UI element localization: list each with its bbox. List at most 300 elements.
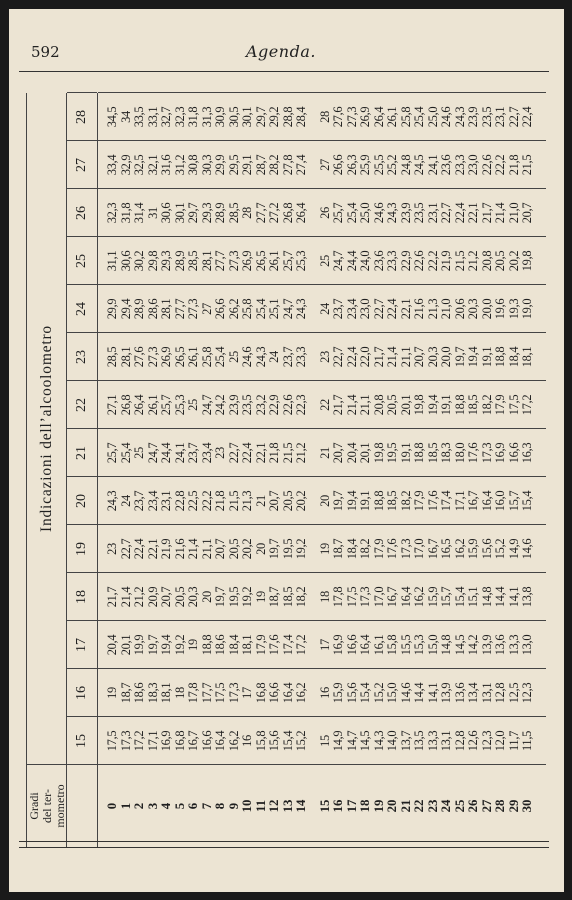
table-cell: 17,5	[506, 394, 521, 416]
table-cell: 17,3	[358, 586, 372, 608]
table-cell: 20	[253, 543, 268, 555]
table-cell: 28,5	[105, 346, 119, 368]
table-cell: 25,4	[213, 346, 227, 368]
table-cell: 23,4	[199, 442, 214, 464]
thermometer-column-header	[27, 764, 67, 847]
table-cell: 17,0	[371, 586, 386, 608]
table-cell: 18,1	[159, 682, 173, 704]
table-cell: 25	[226, 351, 241, 363]
table-cell: 27,3	[145, 346, 160, 368]
table-cell: 27,1	[105, 394, 119, 416]
table-cell: 17,3	[118, 730, 133, 752]
table-cell: 14,2	[466, 634, 480, 656]
thermometer-degree: 24	[439, 799, 453, 813]
table-cell: 15,1	[466, 586, 480, 608]
table-cell: 17,0	[412, 538, 426, 560]
table-cell: 16,9	[159, 730, 173, 752]
thermometer-degree: 25	[452, 799, 467, 813]
table-cell: 22,2	[493, 154, 507, 176]
table-cell: 29,7	[253, 106, 268, 128]
table-cell: 20,1	[398, 394, 413, 416]
table-cell: 18,4	[506, 346, 521, 368]
table-cell: 26,1	[145, 394, 160, 416]
table-cell: 21,1	[199, 538, 214, 560]
table-cell: 18,3	[145, 682, 160, 704]
thermo-header-line: mometro	[52, 784, 67, 828]
thermometer-degree: 1	[118, 802, 133, 810]
table-cell: 20,5	[385, 394, 399, 416]
table-cell: 21,8	[213, 490, 227, 512]
table-cell: 28,5	[226, 202, 241, 224]
table-cell: 25	[132, 447, 146, 459]
table-cell: 25,3	[294, 250, 308, 272]
table-cell: 12,8	[493, 682, 507, 704]
thermometer-degree: 6	[186, 802, 200, 810]
table-cell: 20,2	[294, 490, 308, 512]
table-cell: 18,5	[425, 442, 440, 464]
table-cell: 23,7	[331, 298, 345, 320]
table-cell: 13,8	[520, 586, 534, 608]
table-cell: 16,6	[344, 634, 359, 656]
thermometer-degree: 29	[506, 799, 521, 813]
table-cell: 30,6	[118, 250, 133, 272]
table-cell: 24,7	[280, 298, 295, 320]
table-cell: 26,9	[358, 106, 372, 128]
table-cell: 20,7	[159, 586, 173, 608]
table-cell: 21,2	[294, 442, 308, 464]
table-cell: 15,0	[425, 634, 440, 656]
thermometer-degree: 30	[520, 799, 534, 813]
thermometer-degree: 21	[398, 799, 413, 813]
table-cell: 21,3	[425, 298, 440, 320]
table-cell: 23,4	[344, 298, 359, 320]
table-cell: 29,9	[105, 298, 119, 320]
table-cell: 23,3	[294, 346, 308, 368]
table-cell: 21,2	[466, 250, 480, 272]
table-cell: 22,2	[199, 490, 214, 512]
table-cell: 22,6	[412, 250, 426, 272]
table-cell: 20,6	[452, 298, 467, 320]
table-cell: 23,3	[385, 250, 399, 272]
table-cell: 16,1	[371, 634, 386, 656]
thermometer-degree: 16	[331, 799, 345, 813]
table-cell: 22,7	[506, 106, 521, 128]
thermometer-degree: 17	[344, 799, 359, 813]
table-cell: 26,6	[331, 154, 345, 176]
table-cell: 19,2	[172, 634, 187, 656]
table-cell: 32,5	[132, 154, 146, 176]
table-cell: 34,5	[105, 106, 119, 128]
table-cell: 22,7	[331, 346, 345, 368]
table-cell: 31,8	[186, 106, 200, 128]
table-cell: 30,2	[132, 250, 146, 272]
column-header-20: 20	[67, 476, 97, 525]
table-cell: 11,5	[520, 730, 534, 752]
table-cell: 25,0	[358, 202, 372, 224]
table-cell: 18,7	[267, 586, 281, 608]
table-cell: 16,4	[280, 682, 295, 704]
table-cell: 16,7	[425, 538, 440, 560]
thermometer-degree: 2	[132, 802, 146, 810]
table-cell: 23,1	[425, 202, 440, 224]
table-cell: 22,9	[398, 250, 413, 272]
table-cell: 21,5	[520, 154, 534, 176]
table-cell: 18,6	[132, 682, 146, 704]
table-cell: 20,2	[506, 250, 521, 272]
page-number: 592	[31, 43, 60, 61]
table-cell: 15,8	[253, 730, 268, 752]
table-cell: 23,5	[240, 394, 254, 416]
table-cell: 21,4	[118, 586, 133, 608]
table-cell: 17,2	[520, 394, 534, 416]
table-cell: 18,8	[371, 490, 386, 512]
table-cell: 23,0	[358, 298, 372, 320]
table-cell: 24,4	[344, 250, 359, 272]
table-cell: 15,4	[520, 490, 534, 512]
table-cell: 29,5	[226, 154, 241, 176]
table-cell: 15,9	[466, 538, 480, 560]
thermo-header-line: Gradi	[26, 792, 41, 820]
table-cell: 17,3	[398, 538, 413, 560]
table-cell: 15,2	[493, 538, 507, 560]
table-cell: 29,3	[199, 202, 214, 224]
table-cell: 24,3	[253, 346, 268, 368]
column-header-21: 21	[67, 428, 97, 477]
table-cell: 26,9	[159, 346, 173, 368]
table-cell: 17,8	[331, 586, 345, 608]
table-cell: 27,3	[344, 106, 359, 128]
reading-column	[98, 428, 546, 477]
table-cell: 18,7	[331, 538, 345, 560]
table-cell: 20,8	[371, 394, 386, 416]
table-cell: 23,1	[159, 490, 173, 512]
table-cell: 25,7	[159, 394, 173, 416]
table-cell: 23,6	[371, 250, 386, 272]
table-cell: 14,6	[520, 538, 534, 560]
thermometer-header-cell	[67, 764, 97, 847]
table-cell: 17,1	[452, 490, 467, 512]
table-cell: 23,9	[398, 202, 413, 224]
table-cell: 18,8	[493, 346, 507, 368]
table-cell: 17,3	[479, 442, 494, 464]
table-cell: 17,2	[132, 730, 146, 752]
table-cell: 16,6	[199, 730, 214, 752]
table-cell: 20	[317, 495, 332, 507]
table-cell: 22,4	[344, 346, 359, 368]
table-cell: 30,1	[172, 202, 187, 224]
table-cell: 16,8	[172, 730, 187, 752]
table-cell: 29,3	[159, 250, 173, 272]
table-cell: 16,3	[520, 442, 534, 464]
table-cell: 23,5	[412, 202, 426, 224]
table-cell: 13,3	[425, 730, 440, 752]
table-body	[97, 93, 546, 847]
table-cell: 17,6	[425, 490, 440, 512]
table-cell: 17,4	[280, 634, 295, 656]
table-cell: 20,5	[226, 538, 241, 560]
table-cell: 21	[317, 447, 332, 459]
table-cell: 17	[317, 639, 332, 651]
table-cell: 18	[172, 687, 187, 699]
table-cell: 24,4	[159, 442, 173, 464]
table-cell: 21,9	[159, 538, 173, 560]
thermometer-degree: 26	[466, 799, 480, 813]
bottom-rule	[19, 841, 549, 842]
thermometer-degree: 9	[226, 802, 241, 810]
table-cell: 20,7	[412, 346, 426, 368]
table-cell: 30,3	[199, 154, 214, 176]
table-cell: 25,0	[425, 106, 440, 128]
column-header-17: 17	[67, 620, 97, 669]
table-cell: 26,6	[213, 298, 227, 320]
table-cell: 20,4	[344, 442, 359, 464]
table-cell: 13,3	[506, 634, 521, 656]
table-cell: 11,7	[506, 730, 521, 752]
table-cell: 19,3	[506, 298, 521, 320]
table-cell: 20	[199, 591, 214, 603]
thermometer-degree: 14	[294, 799, 308, 813]
table-cell: 19,8	[412, 394, 426, 416]
table-cell: 14,1	[425, 682, 440, 704]
table-cell: 24,3	[385, 202, 399, 224]
table-cell: 18,3	[439, 442, 453, 464]
table-cell: 16	[240, 735, 254, 747]
table-cell: 20,0	[439, 346, 453, 368]
table-cell: 32,3	[105, 202, 119, 224]
table-cell: 18,0	[452, 442, 467, 464]
table-cell: 28,9	[132, 298, 146, 320]
table-cell: 23,7	[132, 490, 146, 512]
table-cell: 19	[186, 639, 200, 651]
table-cell: 17,9	[371, 538, 386, 560]
table-cell: 14,9	[506, 538, 521, 560]
table-cell: 23	[105, 543, 119, 555]
table-cell: 28,6	[145, 298, 160, 320]
table-cell: 24,5	[412, 154, 426, 176]
table-cell: 26,1	[186, 346, 200, 368]
table-cell: 18,5	[466, 394, 480, 416]
table-cell: 28	[240, 207, 254, 219]
table-cell: 12,8	[452, 730, 467, 752]
table-cell: 19,4	[159, 634, 173, 656]
table-cell: 17,9	[412, 490, 426, 512]
table-cell: 30,6	[159, 202, 173, 224]
table-cell: 13,9	[439, 682, 453, 704]
thermometer-degree: 28	[493, 799, 507, 813]
table-cell: 24,6	[240, 346, 254, 368]
table-cell: 21,4	[493, 202, 507, 224]
table-cell: 16,8	[253, 682, 268, 704]
table-cell: 17,5	[213, 682, 227, 704]
thermometer-degree: 12	[267, 799, 281, 813]
table-cell: 20,4	[105, 634, 119, 656]
table-cell: 12,0	[493, 730, 507, 752]
table-cell: 20,2	[240, 538, 254, 560]
table-cell: 20,5	[172, 586, 187, 608]
running-title: Agenda.	[246, 42, 316, 61]
table-cell: 27,4	[294, 154, 308, 176]
column-header-16: 16	[67, 668, 97, 717]
alcoholometer-group-title: Indicazioni dell’alcoolometro	[38, 325, 55, 532]
table-cell: 21,0	[506, 202, 521, 224]
table-cell: 17,4	[439, 490, 453, 512]
table-cell: 17,9	[253, 634, 268, 656]
table-cell: 16,5	[439, 538, 453, 560]
table-cell: 16,4	[398, 586, 413, 608]
table-cell: 19,4	[344, 490, 359, 512]
table-cell: 32,3	[172, 106, 187, 128]
table-cell: 23	[213, 447, 227, 459]
reading-column	[98, 140, 546, 189]
table-cell: 23,6	[439, 154, 453, 176]
table-cell: 15,2	[294, 730, 308, 752]
table-cell: 31,4	[132, 202, 146, 224]
table-cell: 21,1	[398, 346, 413, 368]
table-cell: 24,3	[294, 298, 308, 320]
table-cell: 19,7	[452, 346, 467, 368]
column-header-27: 27	[67, 140, 97, 189]
table-cell: 23,2	[253, 394, 268, 416]
table-cell: 17,5	[344, 586, 359, 608]
table-cell: 28,1	[118, 346, 133, 368]
table-cell: 31,2	[172, 154, 187, 176]
table-cell: 22,9	[267, 394, 281, 416]
table-cell: 31,8	[118, 202, 133, 224]
table-cell: 17,6	[267, 634, 281, 656]
table-cell: 21,8	[267, 442, 281, 464]
table-cell: 16,4	[358, 634, 372, 656]
table-cell: 24,7	[199, 394, 214, 416]
thermometer-degree: 19	[371, 799, 386, 813]
table-cell: 26	[317, 207, 332, 219]
table-cell: 28,8	[280, 106, 295, 128]
table-cell: 12,5	[506, 682, 521, 704]
table-cell: 28,1	[199, 250, 214, 272]
table-cell: 12,6	[466, 730, 480, 752]
table-cell: 24,7	[331, 250, 345, 272]
table-cell: 14,0	[385, 730, 399, 752]
table-cell: 22,0	[358, 346, 372, 368]
table-cell: 19,1	[479, 346, 494, 368]
column-header-row	[67, 93, 97, 847]
table-cell: 15,2	[371, 682, 386, 704]
data-grid	[66, 93, 545, 847]
table-cell: 21	[253, 495, 268, 507]
table-cell: 21,0	[439, 298, 453, 320]
alcoholometer-table	[26, 93, 544, 847]
table-cell: 23	[317, 351, 332, 363]
table-cell: 20,3	[425, 346, 440, 368]
table-cell: 30,5	[226, 106, 241, 128]
table-cell: 27,2	[267, 202, 281, 224]
table-cell: 23,0	[466, 154, 480, 176]
table-cell: 24,8	[398, 154, 413, 176]
table-cell: 31	[145, 207, 160, 219]
table-cell: 24,7	[145, 442, 160, 464]
reading-column	[98, 236, 546, 285]
table-cell: 25,7	[280, 250, 295, 272]
table-cell: 15,3	[412, 634, 426, 656]
table-cell: 22,8	[172, 490, 187, 512]
reading-column	[98, 476, 546, 525]
thermometer-degree: 4	[159, 802, 173, 810]
table-cell: 17,6	[385, 538, 399, 560]
thermometer-column	[98, 764, 546, 847]
table-cell: 22,4	[240, 442, 254, 464]
table-cell: 19,8	[371, 442, 386, 464]
table-cell: 23,1	[493, 106, 507, 128]
thermometer-degree: 18	[358, 799, 372, 813]
table-cell: 28,7	[253, 154, 268, 176]
table-cell: 22	[317, 399, 332, 411]
table-cell: 17,5	[105, 730, 119, 752]
table-cell: 16,7	[385, 586, 399, 608]
table-cell: 22,4	[385, 298, 399, 320]
table-cell: 29,2	[267, 106, 281, 128]
table-cell: 28,9	[172, 250, 187, 272]
table-cell: 22,1	[253, 442, 268, 464]
column-header-22: 22	[67, 380, 97, 429]
table-cell: 17,9	[493, 394, 507, 416]
table-cell: 15,7	[506, 490, 521, 512]
table-cell: 21,7	[331, 394, 345, 416]
table-cell: 23,7	[186, 442, 200, 464]
table-cell: 21,4	[186, 538, 200, 560]
table-cell: 19,7	[331, 490, 345, 512]
table-cell: 22,1	[398, 298, 413, 320]
table-cell: 23,4	[145, 490, 160, 512]
table-cell: 28	[317, 111, 332, 123]
table-cell: 30,1	[240, 106, 254, 128]
table-cell: 21,2	[132, 586, 146, 608]
reading-column	[98, 188, 546, 237]
column-header-15: 15	[67, 716, 97, 765]
book-page	[9, 9, 564, 892]
table-cell: 17,1	[145, 730, 160, 752]
table-cell: 15,6	[479, 538, 494, 560]
table-cell: 16,4	[479, 490, 494, 512]
table-cell: 14,4	[493, 586, 507, 608]
table-cell: 25,5	[371, 154, 386, 176]
table-cell: 25,8	[398, 106, 413, 128]
table-cell: 25,4	[253, 298, 268, 320]
table-cell: 24	[317, 303, 332, 315]
table-cell: 19,5	[226, 586, 241, 608]
reading-column	[98, 668, 546, 717]
table-cell: 18,2	[479, 394, 494, 416]
table-cell: 27,8	[280, 154, 295, 176]
table-cell: 21,4	[385, 346, 399, 368]
table-cell: 31,3	[199, 106, 214, 128]
table-cell: 16,2	[452, 538, 467, 560]
bottom-rule-double	[19, 847, 549, 848]
table-cell: 13,4	[466, 682, 480, 704]
table-cell: 15,5	[398, 634, 413, 656]
table-cell: 16,9	[493, 442, 507, 464]
table-cell: 20,7	[520, 202, 534, 224]
table-cell: 22,7	[118, 538, 133, 560]
table-cell: 22,5	[186, 490, 200, 512]
reading-column	[98, 332, 546, 381]
table-cell: 21,8	[506, 154, 521, 176]
table-cell: 24,3	[452, 106, 467, 128]
reading-column	[98, 524, 546, 573]
table-cell: 27,6	[331, 106, 345, 128]
table-cell: 27	[199, 303, 214, 315]
thermo-header-line: del ter-	[39, 788, 54, 824]
table-cell: 20,7	[331, 442, 345, 464]
thermometer-degree: 10	[240, 799, 254, 813]
